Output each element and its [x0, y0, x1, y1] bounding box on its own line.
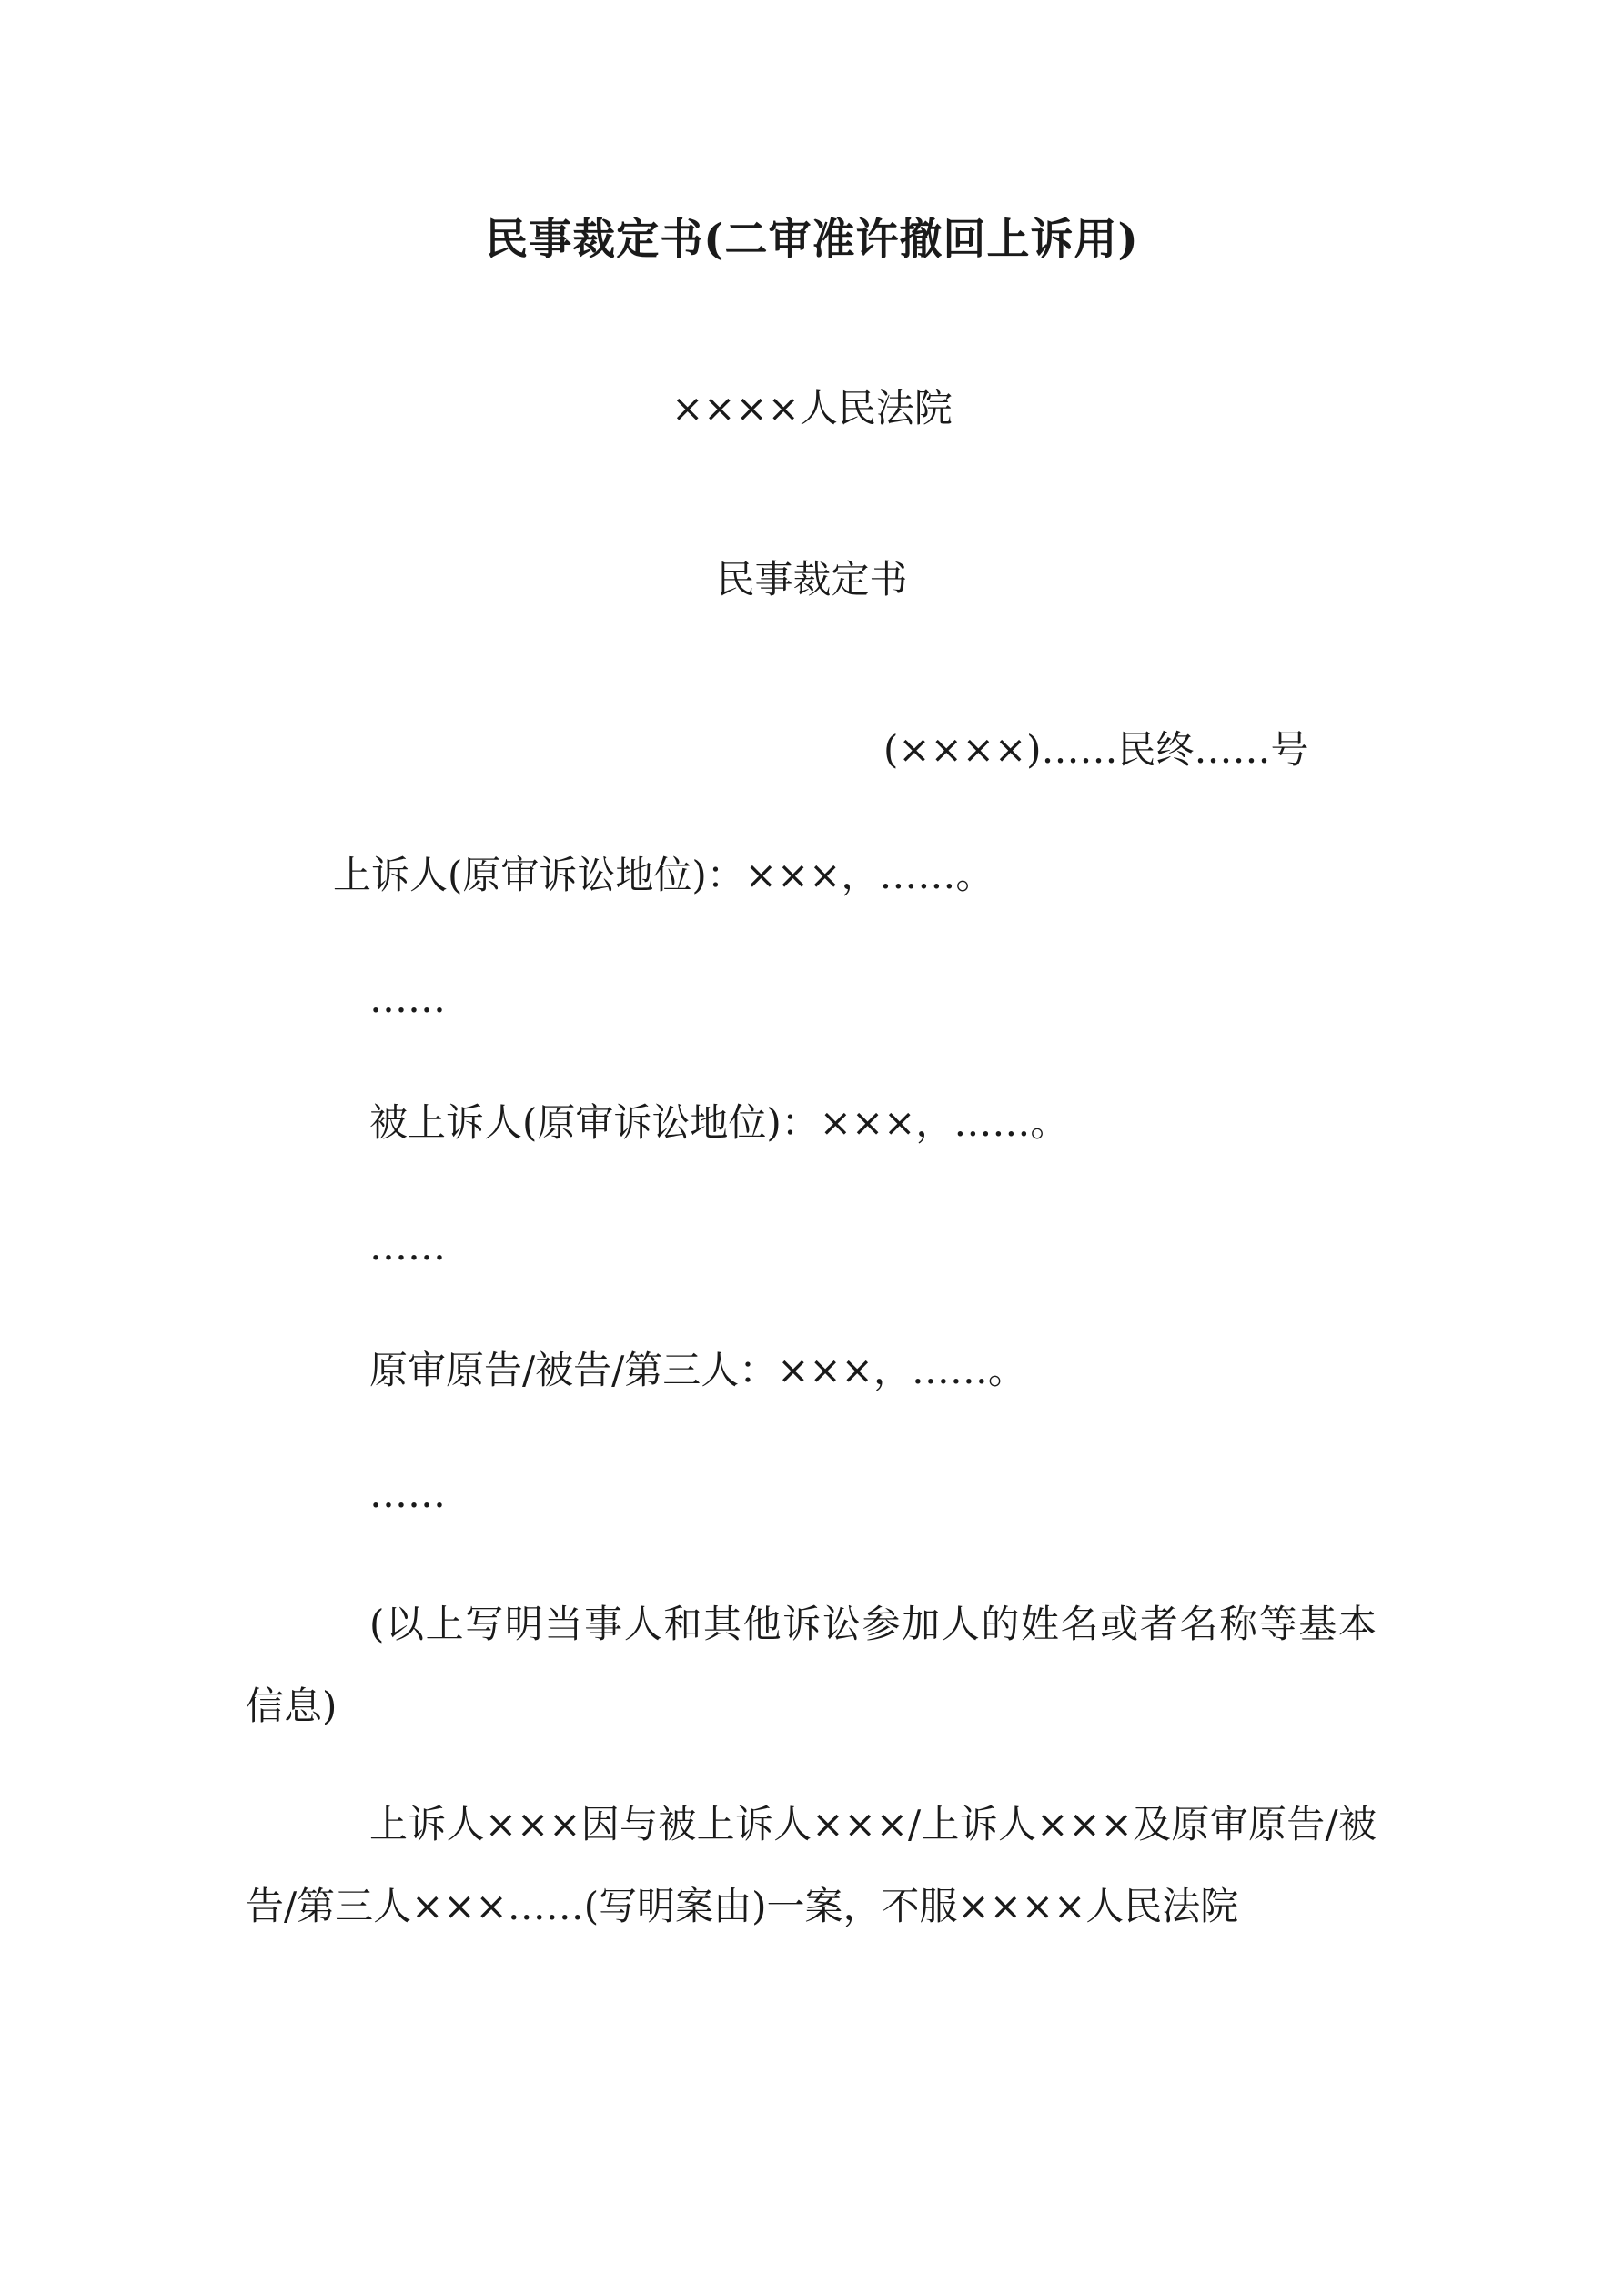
court-name: ××××人民法院 [671, 386, 953, 430]
ellipsis-line: …… [369, 1472, 446, 1516]
document-type-heading: 民事裁定书 [716, 557, 908, 602]
appellant-line: 上诉人(原审诉讼地位)：×××，……。 [333, 853, 994, 897]
ellipsis-line: …… [369, 976, 446, 1021]
party-info-note: (以上写明当事人和其他诉讼参加人的姓名或者名称等基本信息) [246, 1602, 1377, 1728]
other-party-line: 原审原告/被告/第三人：×××，……。 [369, 1348, 1026, 1392]
ellipsis-line: …… [369, 1224, 446, 1269]
case-number: (××××)……民终……号 [883, 727, 1309, 772]
appellee-line: 被上诉人(原审诉讼地位)：×××，……。 [369, 1100, 1069, 1145]
case-facts-paragraph: 上诉人×××因与被上诉人×××/上诉人×××及原审原告/被告/第三人×××……(写明案由)一案，不服××××人民法院 [246, 1802, 1377, 1928]
document-title: 民事裁定书(二审准许撤回上诉用) [485, 215, 1139, 265]
